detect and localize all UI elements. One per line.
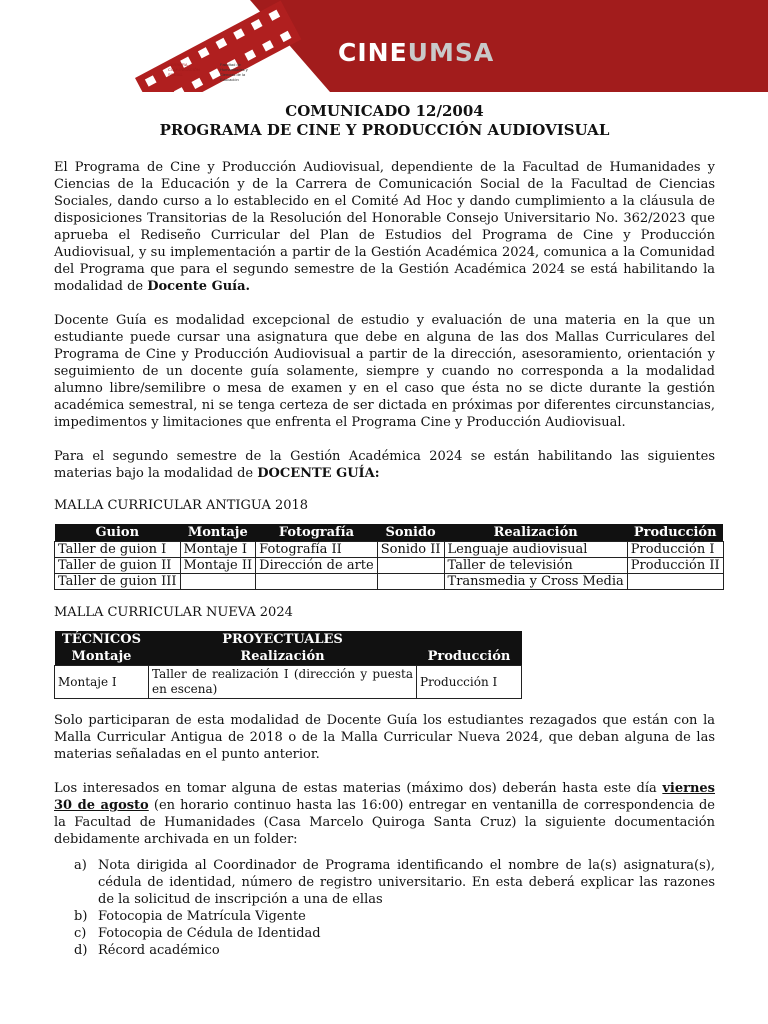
col-header-realizacion: PROYECTUALES Realización — [149, 631, 417, 666]
title-line-2: PROGRAMA DE CINE Y PRODUCCIÓN AUDIOVISUAL — [159, 121, 610, 139]
table-malla-2024 — [54, 631, 522, 699]
paragraph-intro: El Programa de Cine y Producción Audiovisual, dependiente de la Facultad de Humanidades y Ciencias de la Educación y de la Carrera de Comunicación Social de la Facultad de Ciencias Sociales, dando curso a lo establecido en el Comité Ad Hoc y dando cumplimiento a la cláusula de disposiciones Transitorias de la Resolución del Honorable Consejo Universitario No. 362/2023 que aprueba el Rediseño Curricular del Plan de Estudios del Programa de Cine y Producción Audiovisual, y su implementación a partir de la Gestión Académica 2024, comunica a la Comunidad del Programa que para el segundo semestre de la Gestión Académica 2024 se está habilitando la modalidad de Docente Guía. — [54, 160, 715, 294]
humanidades-logo: Facultad de Humanidades y Ciencias de la Educación — [220, 62, 248, 82]
col-header: Guion — [55, 524, 181, 542]
title-line-1: COMUNICADO 12/2004 — [285, 102, 484, 120]
cineumsa-logo — [338, 38, 494, 67]
table-header-row — [55, 631, 522, 666]
table-cell: Taller de televisión — [444, 558, 627, 574]
table-cell — [256, 574, 378, 590]
list-item: b) Fotocopia de Matrícula Vigente — [74, 909, 306, 924]
table-cell: Dirección de arte — [256, 558, 378, 574]
table-malla-2018 — [54, 524, 724, 590]
table-cell: Fotografía II — [256, 542, 378, 558]
logo-cine: CINE — [338, 38, 408, 67]
table-cell: Montaje I — [180, 542, 256, 558]
malla-2024-label: MALLA CURRICULAR NUEVA 2024 — [54, 605, 293, 620]
col-header-produccion: Producción — [417, 631, 522, 666]
table-cell: Lenguaje audiovisual — [444, 542, 627, 558]
table-cell: Producción I — [627, 542, 723, 558]
table-cell — [377, 574, 444, 590]
table-cell: Sonido II — [377, 542, 444, 558]
table-cell — [180, 574, 256, 590]
malla-2018-label: MALLA CURRICULAR ANTIGUA 2018 — [54, 498, 309, 513]
table-cell: Producción II — [627, 558, 723, 574]
table-cell: Producción I — [417, 666, 522, 699]
table-row — [55, 666, 522, 699]
list-item: c) Fotocopia de Cédula de Identidad — [74, 926, 321, 941]
table-cell: Transmedia y Cross Media — [444, 574, 627, 590]
paragraph-habilitadas: Para el segundo semestre de la Gestión Académica 2024 se están habilitando las siguientes materias bajo la modalidad de DOCENTE GUÍA: — [54, 449, 715, 481]
table-header-row — [55, 524, 724, 542]
paragraph-definition: Docente Guía es modalidad excepcional de estudio y evaluación de una materia en la que un estudiante puede cursar una asignatura que debe en alguna de las dos Mallas Curriculares del Programa de Cine y Producción Audiovisual a partir de la dirección, asesoramiento, orientación y seguimiento de un docente guía solamente, siempre y cuando no corresponda a la modalidad alumno libre/semilibre o mesa de examen y en el caso que ésta no se dicte durante la gestión académica semestral, ni se tenga certeza de ser dictada en próximas por diferentes circunstancias, impedimentos y limitaciones que enfrenta el Programa Cine y Producción Audiovisual. — [54, 313, 715, 430]
document-body — [54, 102, 720, 959]
col-header-montaje: TÉCNICOS Montaje — [55, 631, 149, 666]
logo-umsa: UMSA — [407, 38, 495, 67]
table-cell: Taller de realización I (dirección y puesta en escena) — [149, 666, 417, 699]
table-cell: Montaje II — [180, 558, 256, 574]
col-header: Realización — [444, 524, 627, 542]
table-cell — [627, 574, 723, 590]
paragraph-requisitos: Los interesados en tomar alguna de estas materias (máximo dos) deberán hasta este día viernes 30 de agosto (en horario continuo hasta las 16:00) entregar en ventanilla de correspondencia de la Facultad de Humanidades (Casa Marcelo Quiroga Santa Cruz) la siguiente documentación debidamente archivada en un folder: — [54, 781, 715, 847]
table-cell — [377, 558, 444, 574]
header-banner — [0, 0, 768, 92]
col-header: Sonido — [377, 524, 444, 542]
requirements-list — [54, 857, 715, 959]
table-row — [55, 542, 724, 558]
table-cell: Taller de guion III — [55, 574, 181, 590]
table-row — [55, 574, 724, 590]
deadline-date: viernes 30 de agosto — [54, 781, 715, 813]
list-item: a) Nota dirigida al Coordinador de Programa identificando el nombre de la(s) asignatura(s), cédula de identidad, número de registro universitario. En esta deberá explicar las razones de la solicitud de inscripción a una de ellas — [74, 858, 715, 907]
table-cell: Taller de guion II — [55, 558, 181, 574]
table-cell: Taller de guion I — [55, 542, 181, 558]
table-cell: Montaje I — [55, 666, 149, 699]
col-header: Producción — [627, 524, 723, 542]
paragraph-participantes: Solo participaran de esta modalidad de Docente Guía los estudiantes rezagados que están con la Malla Curricular Antigua de 2018 o de la Malla Curricular Nueva 2024, que deban alguna de las materias señaladas en el punto anterior. — [54, 713, 715, 762]
comunicacion-logo: CARRERA COMUNICACIÓN SOCIAL — [168, 62, 200, 77]
col-header: Fotografía — [256, 524, 378, 542]
table-row — [55, 558, 724, 574]
list-item: d) Récord académico — [74, 943, 220, 958]
col-header: Montaje — [180, 524, 256, 542]
